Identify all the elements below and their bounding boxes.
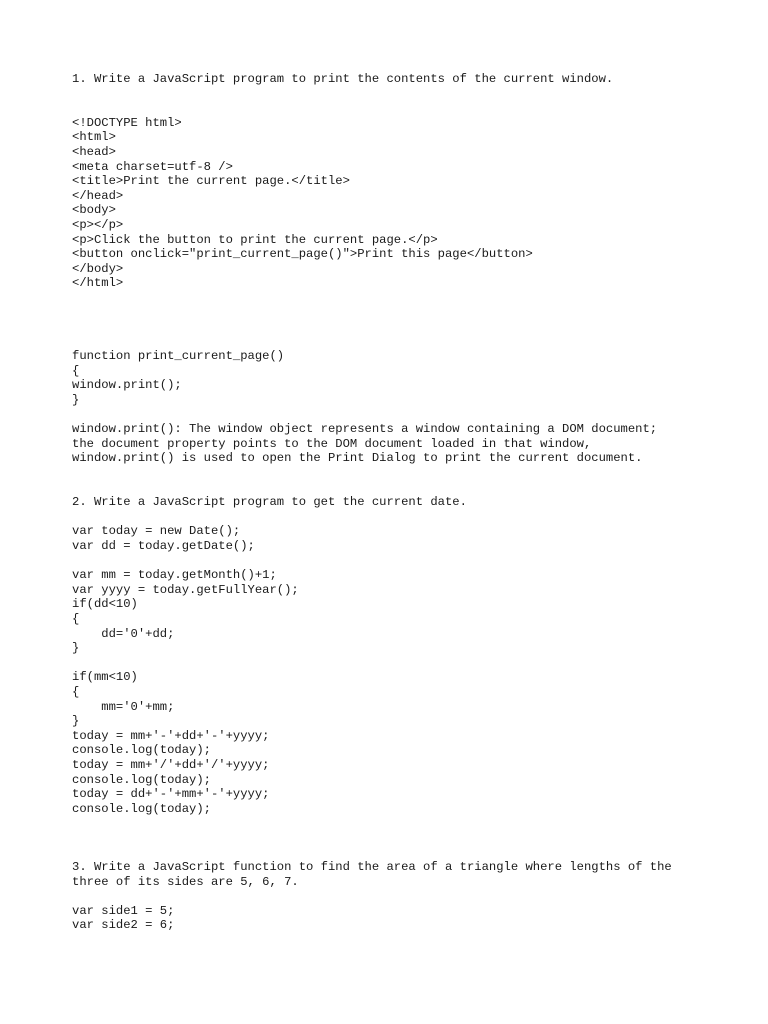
document-page bbox=[72, 72, 712, 933]
code-line: <p></p> bbox=[72, 217, 124, 232]
code-line: if(mm<10) bbox=[72, 670, 138, 685]
code-line: <button onclick="print_current_page()">Print this page</button> bbox=[72, 247, 533, 262]
code-line: } bbox=[72, 641, 80, 656]
code-line: <body> bbox=[72, 203, 116, 218]
section1-heading: 1. Write a JavaScript program to print the contents of the current window. bbox=[72, 72, 614, 86]
code-line: console.log(today); bbox=[72, 801, 211, 816]
section2-code-b bbox=[72, 568, 712, 656]
code-line: <!DOCTYPE html> bbox=[72, 115, 182, 130]
section1-explanation bbox=[72, 422, 712, 466]
section1-js-code bbox=[72, 349, 712, 407]
code-line: <html> bbox=[72, 130, 116, 145]
code-line: { bbox=[72, 684, 80, 699]
heading-line: three of its sides are 5, 6, 7. bbox=[72, 874, 299, 889]
section1-html-code bbox=[72, 116, 712, 291]
explanation-line: window.print() is used to open the Print Dialog to print the current document. bbox=[72, 451, 643, 466]
code-line: } bbox=[72, 714, 80, 729]
code-line: function print_current_page() bbox=[72, 349, 285, 364]
code-line: console.log(today); bbox=[72, 743, 211, 758]
section3-code bbox=[72, 904, 712, 933]
code-line: </head> bbox=[72, 188, 124, 203]
code-line: { bbox=[72, 363, 80, 378]
code-line: </body> bbox=[72, 261, 124, 276]
code-line: console.log(today); bbox=[72, 772, 211, 787]
code-line: today = mm+'-'+dd+'-'+yyyy; bbox=[72, 728, 270, 743]
code-line: var dd = today.getDate(); bbox=[72, 539, 255, 553]
code-line: var today = new Date(); bbox=[72, 524, 241, 539]
code-line: <head> bbox=[72, 144, 116, 159]
code-line: if(dd<10) bbox=[72, 597, 138, 612]
code-line: <title>Print the current page.</title> bbox=[72, 174, 350, 189]
section2-code-c bbox=[72, 670, 712, 816]
code-line: today = dd+'-'+mm+'-'+yyyy; bbox=[72, 787, 270, 802]
code-line: dd='0'+dd; bbox=[72, 626, 175, 641]
code-line: } bbox=[72, 393, 80, 408]
section2-code-a bbox=[72, 524, 712, 553]
code-line: { bbox=[72, 611, 80, 626]
section3-heading bbox=[72, 860, 712, 889]
heading-line: 3. Write a JavaScript function to find the area of a triangle where lengths of the bbox=[72, 860, 672, 875]
explanation-line: window.print(): The window object represents a window containing a DOM document; bbox=[72, 422, 658, 437]
code-line: window.print(); bbox=[72, 378, 182, 393]
code-line: </html> bbox=[72, 276, 124, 291]
code-line: <meta charset=utf-8 /> bbox=[72, 159, 233, 174]
code-line: var side1 = 5; bbox=[72, 903, 175, 918]
code-line: var mm = today.getMonth()+1; bbox=[72, 568, 277, 583]
code-line: var side2 = 6; bbox=[72, 918, 175, 933]
code-line: mm='0'+mm; bbox=[72, 699, 175, 714]
explanation-line: the document property points to the DOM document loaded in that window, bbox=[72, 436, 592, 451]
code-line: today = mm+'/'+dd+'/'+yyyy; bbox=[72, 757, 270, 772]
code-line: var yyyy = today.getFullYear(); bbox=[72, 582, 299, 597]
code-line: <p>Click the button to print the current page.</p> bbox=[72, 232, 438, 247]
section2-heading: 2. Write a JavaScript program to get the current date. bbox=[72, 495, 467, 510]
